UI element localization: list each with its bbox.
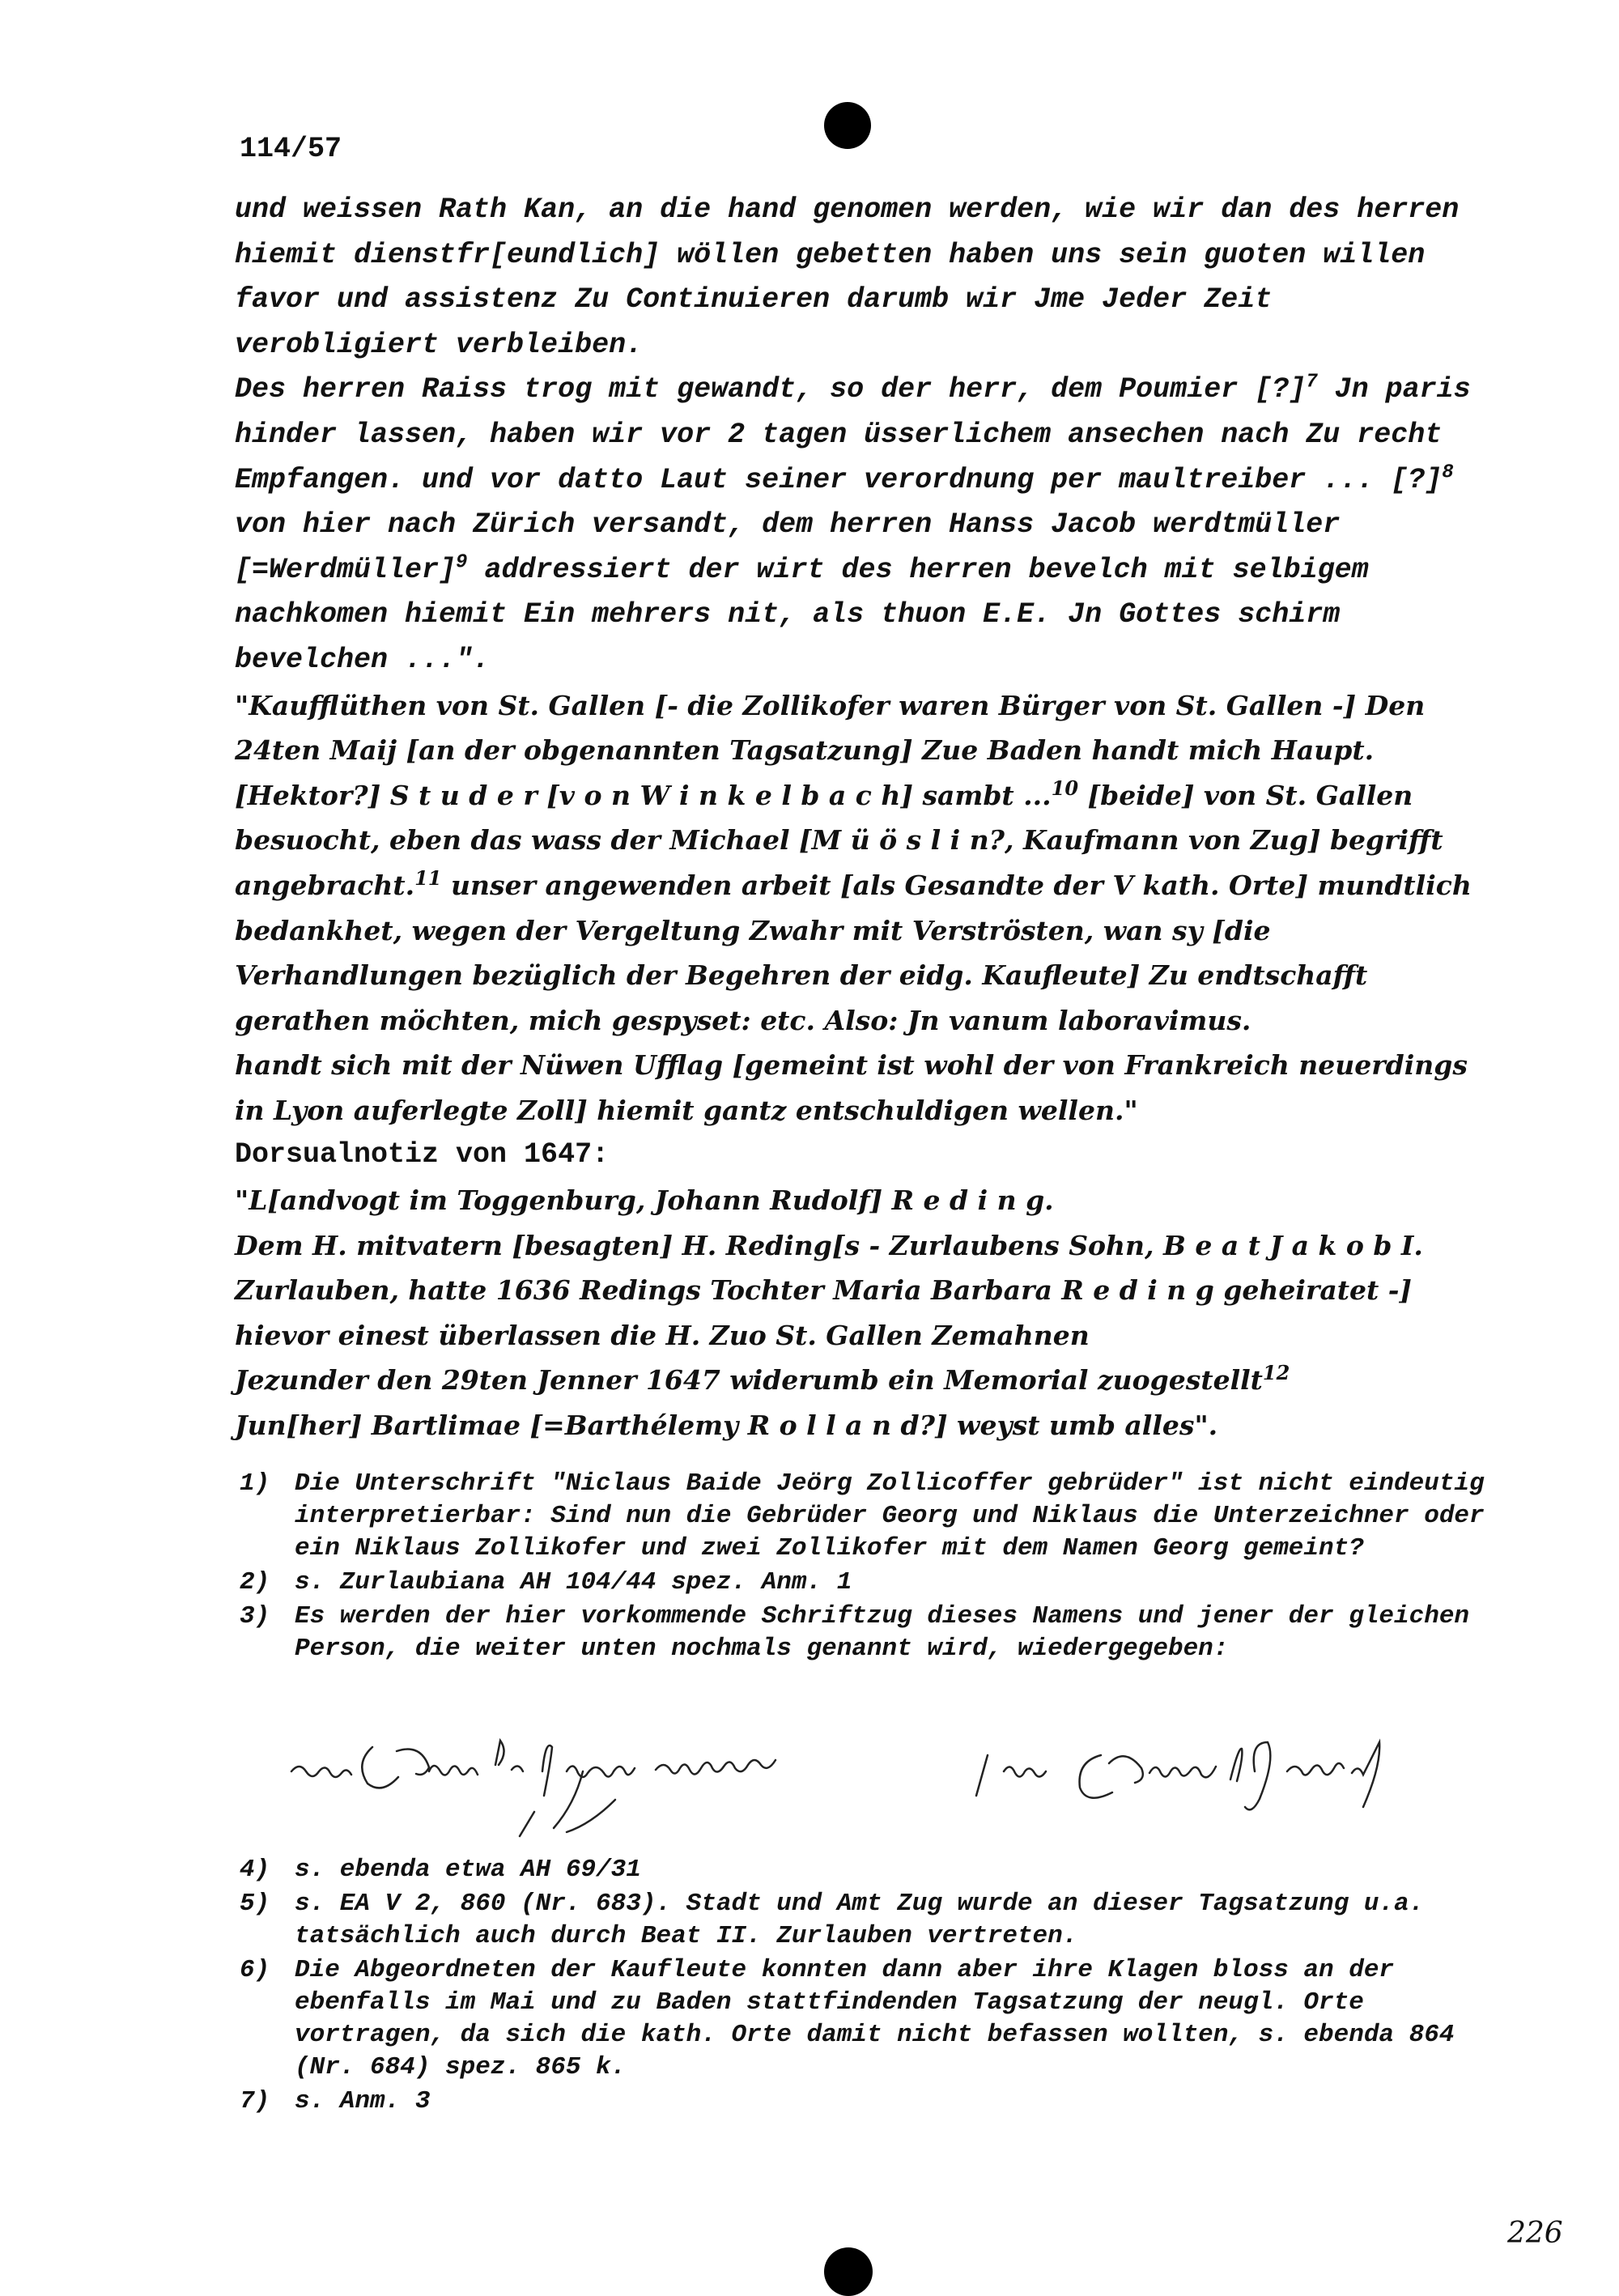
footnote-ref[interactable]: 10 [1051,776,1079,800]
paragraph: "Kaufflüthen von St. Gallen [- die Zollikofer waren Bürger von St. Gallen -] Den 24ten Maij [an der obgenannten Tagsatzung] Zue Baden handt mich Haupt. [Hektor?] S t u d e r [v o n W i n k e l b a c h] sambt ...$^{10}$ [beide] von St. Gallen besuocht, eben das wass der Michael [M ü ö s l i n?, Kaufmann von Zug] begrifft angebracht.$^{11}$ unser angewenden arbeit [als Gesandte der V kath. Orte] mundtlich bedankhet, wegen der Vergeltung Zwahr mit Verströsten, wan sy [die Verhandlungen bezüglich der Begehren der eidg. Kaufleute] Zu endtschafft gerathen möchten, mich gespyset: etc. Also: Jn vanum laboravimus. [235,689,1472,1036]
dorsal-line: Dem H. mitvatern [besagten] H. Reding[s - Zurlaubens Sohn, B e a t J a k o b I. Zurlauben, hatte 1636 Redings Tochter Maria Barbara R e d i n g geheiratet -] hievor einest überlassen die H. Zuo St. Gallen Zemahnen [235,1229,1423,1351]
footnote-ref[interactable]: 12 [1262,1361,1290,1385]
punch-hole-mark [824,102,871,149]
footnote-ref[interactable]: 8 [1442,461,1454,483]
document-reference: 114/57 [240,133,342,165]
transcription-body [235,188,1481,1448]
footnote: 7) s. Anm. 3 [240,2087,431,2115]
footnote: 2) s. Zurlaubiana AH 104/44 spez. Anm. 1 [240,1568,852,1597]
footnote: 5) s. EA V 2, 860 (Nr. 683). Stadt und Amt Zug wurde an dieser Tagsatzung u.a. tatsächlich auch durch Beat II. Zurlauben vertreten. [240,1890,1425,1950]
footnote: 1) Die Unterschrift "Niclaus Baide Jeörg Zollicoffer gebrüder" ist nicht eindeutig interpretierbar: Sind nun die Gebrüder Georg und Niklaus die Unterzeichner oder ein Niklaus Zollikofer und zwei Zollikofer mit dem Namen Georg gemeint? [240,1469,1485,1563]
footnote: 3) Es werden der hier vorkommende Schriftzug dieses Namens und jener der gleichen Person, die weiter unten nochmals genannt wird, wiedergegeben: [240,1602,1470,1663]
footnotes-bottom [240,1854,1486,2120]
footnotes-top [240,1468,1486,1667]
handwriting-sample-image [275,1723,1473,1840]
footnote: 6) Die Abgeordneten der Kaufleute konnten dann aber ihre Klagen bloss an der ebenfalls im Mai und zu Baden stattfindenden Tagsatzung der neugl. Orte vortragen, da sich die kath. Orte damit nicht befassen wollten, s. ebenda 864 (Nr. 684) spez. 865 k. [240,1956,1455,2081]
footnote-ref[interactable]: 9 [456,551,468,574]
dorsal-label: Dorsualnotiz von 1647: [235,1138,610,1171]
footnote: 4) s. ebenda etwa AH 69/31 [240,1856,641,1884]
paragraph: handt sich mit der Nüwen Ufflag [gemeint ist wohl der von Frankreich neuerdings in Lyon auferlegte Zoll] hiemit gantz entschuldigen wellen." [235,1049,1468,1126]
dorsal-line: Jun[her] Bartlimae [=Barthélemy R o l l a n d?] weyst umb alles". [235,1409,1218,1442]
footnote-ref[interactable]: 7 [1306,371,1318,393]
punch-hole-mark [824,2247,873,2296]
footnote-ref[interactable]: 11 [414,865,442,890]
paragraph: und weissen Rath Kan, an die hand genomen werden, wie wir dan des herren hiemit dienstfr[eundlich] wöllen gebetten haben uns sein guoten willen favor und assistenz Zu Continuieren darumb wir Jme Jeder Zeit verobligiert verbleiben. [235,193,1460,361]
page-number: 226 [1507,2217,1563,2250]
dorsal-line: Jezunder den 29ten Jenner 1647 widerumb ein Memorial zuogestellt$^{12}$ [235,1361,1290,1397]
signature-caption: von Poumier Jn paris provinnus dem Poumier Jn paris [1184,1826,1465,1839]
paragraph: Des herren Raiss trog mit gewandt, so der herr, dem Poumier [?]$^7$ Jn paris hinder lassen, haben wir vor 2 tagen üsserlichem ansechen nach Zu recht Empfangen. und vor datto Laut seiner verordnung per maultreiber ... [?]$^8$ von hier nach Zürich versandt, dem herren Hanss Jacob werdtmüller [=Werdmüller]$^9$ addressiert der wirt des herren bevelch mit selbigem nachkomen hiemit Ein mehrers nit, als thuon E.E. Jn Gottes schirm bevelchen ...". [235,371,1471,676]
dorsal-line: "L[andvogt im Toggenburg, Johann Rudolf] R e d i n g. [235,1184,1054,1217]
